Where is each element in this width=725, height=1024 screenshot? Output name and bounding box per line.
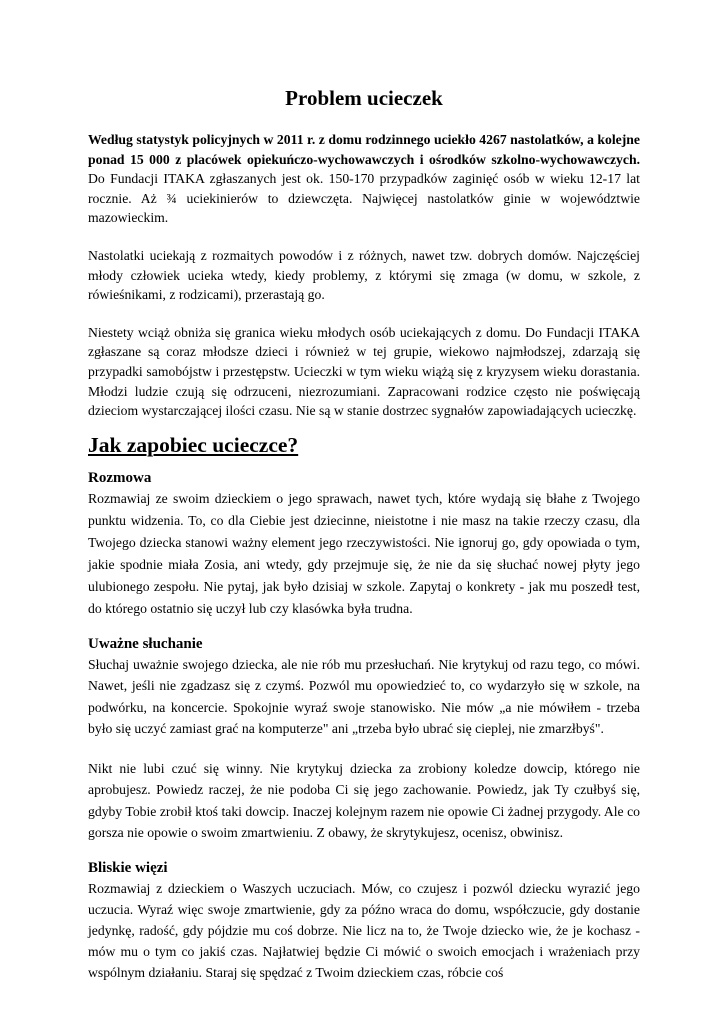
- rozmowa-paragraph: Rozmawiaj ze swoim dzieckiem o jego sprawach, nawet tych, które wydają się błahe z Twojego punktu widzenia. To, co dla Ciebie jest dziecinne, nieistotne i nie masz na takie rzeczy czasu, dla Twojego dziecka stanowi ważny element jego rzeczywistości. Nie ignoruj go, gdy opowiada o tym, jakie spodnie miała Zosia, ani wtedy, gdy przejmuje się, że nie da się słuchać nowej płyty jego ulubionego zespołu. Nie pytaj, jak było dzisiaj w szkole. Zapytaj o konkrety - jak mu poszedł test, do którego ostatnio się uczył lub czy klasówka była trudna.: [88, 490, 640, 616]
- age-paragraph: Niestety wciąż obniża się granica wieku młodych osób uciekających z domu. Do Fundacji ITAKA zgłaszane są coraz młodsze dzieci i również w tej grupie, wiekowo najmłodszej, zdarzają się przypadki samobójstw i przestępstw. Ucieczki w tym wieku wiążą się z kryzysem wieku dorastania. Młodzi ludzie czują się odrzuceni, niezrozumiani. Zapracowani rodzice często nie poświęcają dzieciom wystarczającej ilości czasu. Nie są w stanie dostrzec sygnałów zapowiadających ucieczkę.: [88, 324, 640, 419]
- subheading-sluchanie: Uważne słuchanie: [88, 635, 203, 652]
- intro-rest-text: Do Fundacji ITAKA zgłaszanych jest ok. 150-170 przypadków zaginięć osób w wieku 12-17 lat rocznie. Aż ¾ uciekinierów to dziewczęta. Najwięcej nastolatków ginie w województwie mazowieckim.: [88, 171, 640, 226]
- sluchanie-paragraph-2: Nikt nie lubi czuć się winny. Nie krytykuj dziecka za zrobiony koledze dowcip, którego nie aprobujesz. Powiedz raczej, że nie podoba Ci się jego zachowanie. Powiedz, jak Ty czułbyś się, gdyby Tobie zrobił ktoś taki dowcip. Inaczej kolejnym razem nie opowie Ci żadnej przygody. Ale co gorsza nie opowie o swoim zmartwieniu. Z obawy, że skrytykujesz, ocenisz, obwinisz.: [88, 760, 640, 841]
- section-heading: Jak zapobiec ucieczce?: [88, 432, 299, 457]
- page-title: Problem ucieczek: [285, 86, 443, 110]
- wiezi-paragraph: Rozmawiaj z dzieckiem o Waszych uczuciach. Mów, co czujesz i pozwól dziecku wyrazić jego uczucia. Wyraź więc swoje zmartwienie, gdy za późno wraca do domu, współczucie, gdy dostanie jedynkę, radość, gdy pójdzie mu coś dobrze. Nie licz na to, że Twoje dziecko wie, że je kochasz - mów mu o tym co jakiś czas. Najłatwiej będzie Ci mówić o swoich emocjach i wrażeniach przy wspólnym działaniu. Staraj się spędzać z Twoim dzieckiem czas, róbcie coś: [88, 880, 640, 980]
- reasons-paragraph: Nastolatki uciekają z rozmaitych powodów i z różnych, nawet tzw. dobrych domów. Najczęściej młody człowiek ucieka wtedy, kiedy problemy, z którymi się zmaga (w domu, w szkole, z rówieśnikami, z rodzicami), przerastają go.: [88, 247, 640, 303]
- subheading-wiezi: Bliskie więzi: [88, 859, 168, 876]
- intro-paragraph: [88, 130, 640, 228]
- subheading-rozmowa: Rozmowa: [88, 469, 152, 486]
- document-page: [88, 84, 640, 983]
- intro-bold-text: Według statystyk policyjnych w 2011 r. z domu rodzinnego uciekło 4267 nastolatków, a kolejne ponad 15 000 z placówek opiekuńczo-wychowawczych i ośrodków szkolno-wychowawczych.: [88, 132, 640, 167]
- sluchanie-paragraph-1: Słuchaj uważnie swojego dziecka, ale nie rób mu przesłuchań. Nie krytykuj od razu tego, co mówi. Nawet, jeśli nie zgadzasz się z czymś. Pozwól mu opowiedzieć to, co wydarzyło się w szkole, na podwórku, na koncercie. Spokojnie wyraź swoje stanowisko. Nie mów „a nie mówiłem - trzeba było się uczyć zamiast grać na komputerze" ani „trzeba było ubrać się cieplej, nie zmarzłbyś".: [88, 656, 640, 737]
